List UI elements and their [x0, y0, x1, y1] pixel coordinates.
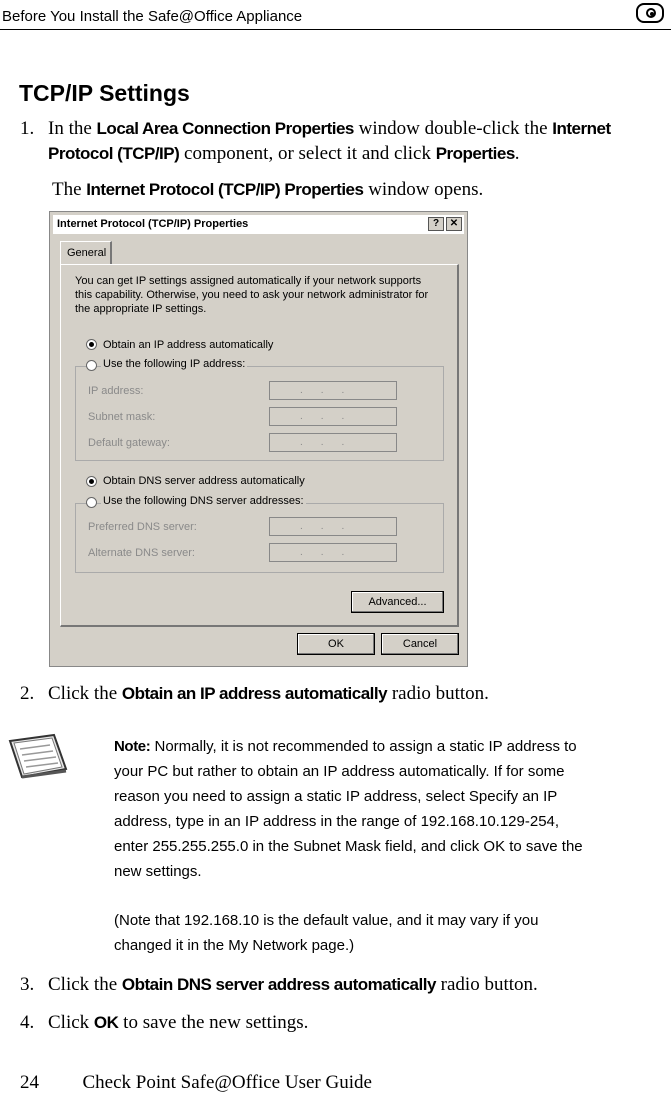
subnet-mask-label: Subnet mask: — [88, 411, 156, 423]
dialog-title: Internet Protocol (TCP/IP) Properties — [57, 218, 249, 230]
dialog-titlebar — [53, 215, 464, 234]
radio-use-ip-label: Use the following IP address: — [103, 358, 246, 370]
footer-title: Check Point Safe@Office User Guide — [82, 1072, 372, 1093]
default-gateway-field[interactable]: ... — [269, 433, 397, 452]
intro-line: the appropriate IP settings. — [75, 303, 207, 315]
subnet-mask-field[interactable]: ... — [269, 407, 397, 426]
step-number: 3. — [20, 974, 35, 995]
note-text: enter 255.255.255.0 in the Subnet Mask field, and click OK to save the — [114, 838, 583, 855]
help-icon[interactable]: ? — [428, 217, 444, 231]
dns-group — [75, 503, 444, 573]
note-text: (Note that 192.168.10 is the default value, and it may vary if you — [114, 912, 539, 929]
preferred-dns-label: Preferred DNS server: — [88, 521, 197, 533]
step-number: 4. — [20, 1012, 35, 1033]
close-icon[interactable]: ✕ — [446, 217, 462, 231]
step-1-result: The Internet Protocol (TCP/IP) Properties window opens. — [52, 179, 484, 200]
intro-line: this capability. Otherwise, you need to ask your network administrator for — [75, 289, 429, 301]
running-header: Before You Install the Safe@Office Appliance — [2, 8, 303, 25]
general-panel — [60, 264, 459, 627]
step-text: In the Local Area Connection Properties window double-click the Internet — [48, 118, 611, 139]
step-number: 1. — [20, 118, 35, 139]
cancel-button[interactable]: Cancel — [381, 633, 459, 655]
tcpip-properties-dialog — [49, 211, 468, 667]
step-number: 2. — [20, 683, 35, 704]
ok-button[interactable]: OK — [297, 633, 375, 655]
note-text: changed it in the My Network page.) — [114, 937, 355, 954]
radio-use-dns-label: Use the following DNS server addresses: — [103, 495, 304, 507]
step-text: Click OK to save the new settings. — [48, 1012, 309, 1033]
radio-use-ip[interactable] — [86, 360, 97, 371]
step-text: Click the Obtain an IP address automatically radio button. — [48, 683, 489, 704]
ip-address-label: IP address: — [88, 385, 144, 397]
default-gateway-label: Default gateway: — [88, 437, 170, 449]
radio-obtain-ip[interactable] — [86, 339, 97, 350]
radio-obtain-dns[interactable] — [86, 476, 97, 487]
radio-obtain-dns-label: Obtain DNS server address automatically — [103, 475, 305, 487]
note-text: address, type in an IP address in the range of 192.168.10.129-254, — [114, 813, 560, 830]
note-pad-icon — [4, 733, 68, 781]
note-text: new settings. — [114, 863, 202, 880]
page-footer — [20, 1072, 372, 1094]
header-divider — [0, 29, 671, 30]
advanced-button[interactable]: Advanced... — [351, 591, 444, 613]
step-text: Click the Obtain DNS server address automatically radio button. — [48, 974, 538, 995]
note-text: your PC but rather to obtain an IP address automatically. If for some — [114, 763, 565, 780]
logo-icon — [636, 3, 664, 23]
alternate-dns-field[interactable]: ... — [269, 543, 397, 562]
ip-address-field[interactable]: ... — [269, 381, 397, 400]
tab-general[interactable]: General — [60, 241, 112, 265]
section-title: TCP/IP Settings — [19, 80, 190, 106]
note-text: reason you need to assign a static IP address, select Specify an IP — [114, 788, 558, 805]
note-text: Note: Normally, it is not recommended to assign a static IP address to — [114, 738, 577, 755]
step-text: Protocol (TCP/IP) component, or select it and click Properties. — [48, 143, 520, 164]
radio-use-dns[interactable] — [86, 497, 97, 508]
alternate-dns-label: Alternate DNS server: — [88, 547, 195, 559]
intro-line: You can get IP settings assigned automatically if your network supports — [75, 275, 422, 287]
preferred-dns-field[interactable]: ... — [269, 517, 397, 536]
radio-obtain-ip-label: Obtain an IP address automatically — [103, 339, 274, 351]
page-number: 24 — [20, 1072, 39, 1093]
